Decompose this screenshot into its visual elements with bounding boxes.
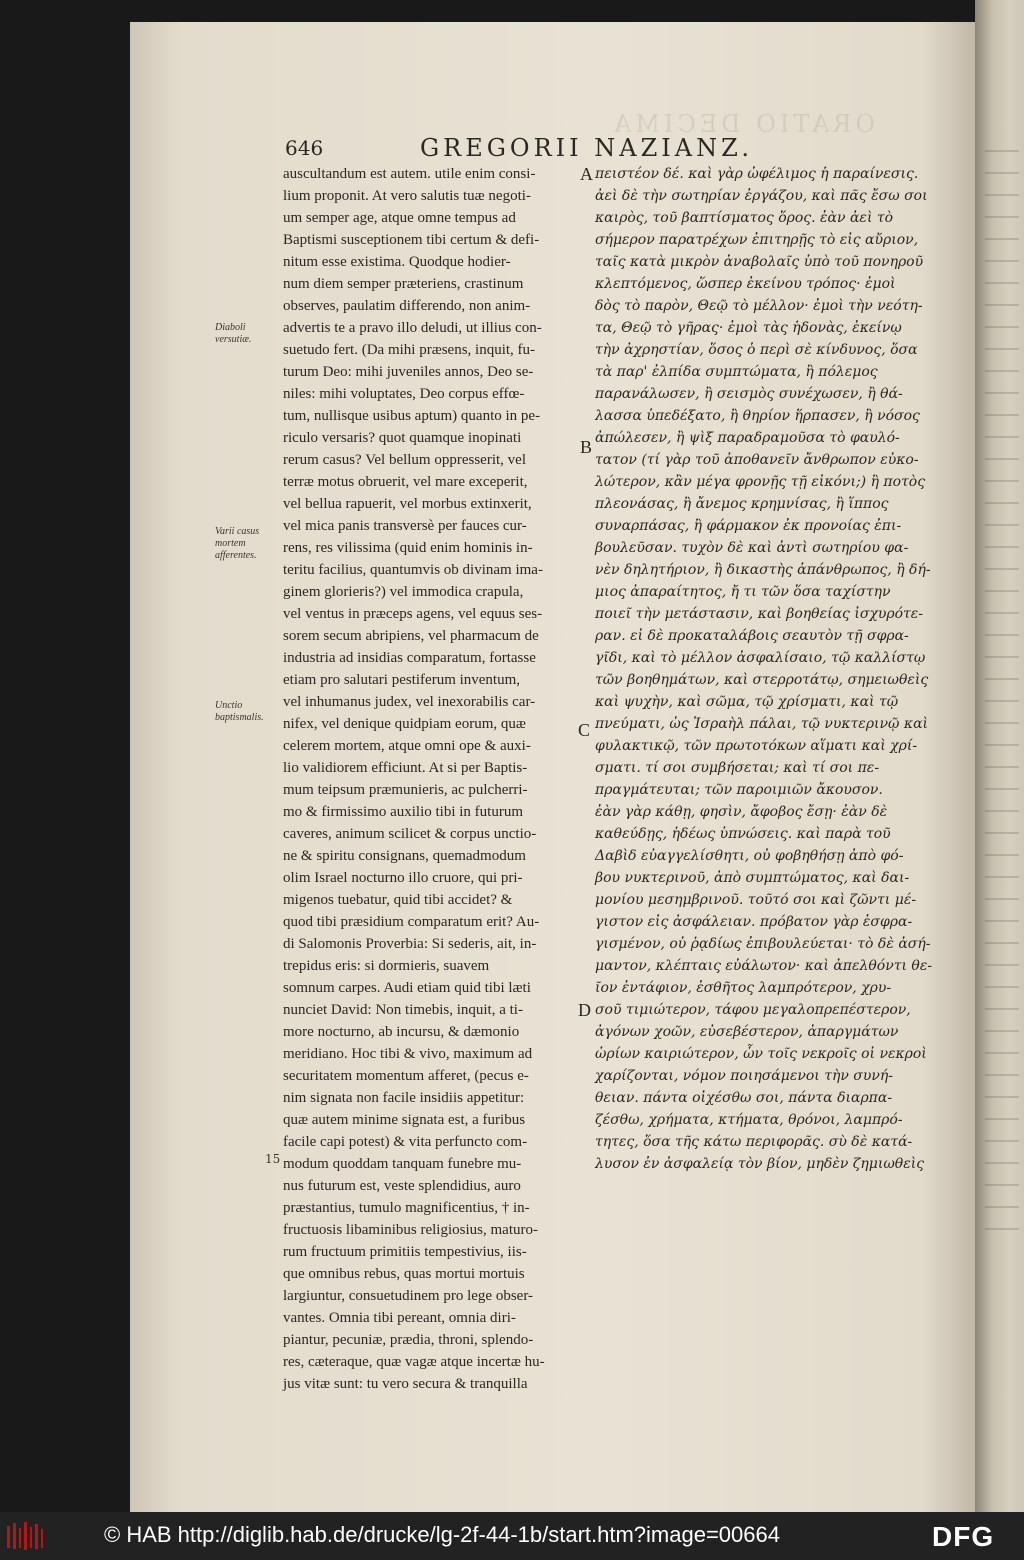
section-letter-b: B xyxy=(580,437,593,457)
latin-text-line: que omnibus rebus, quas mortui mortuis xyxy=(283,1266,525,1282)
greek-text-line: λασσα ὑπεδέξατο, ἢ θηρίον ἥρπασεν, ἢ νόσος xyxy=(595,408,920,424)
greek-text-line: λώτερον, κἂν μέγα φρονῇς τῇ εἰκόνι;) ἢ ποτὸς xyxy=(595,474,926,490)
greek-text-line: μαντον, κλέπταις εὐάλωτον· καὶ ἀπελθόντι θε- xyxy=(595,958,933,974)
greek-text-line: τητες, ὅσα τῆς κάτω περιφορᾶς. σὺ δὲ κατά- xyxy=(595,1134,913,1150)
greek-text-line: τὴν ἀχρηστίαν, ὅσος ὁ περὶ σὲ κίνδυνος, ὅσα xyxy=(595,342,918,358)
greek-text-line: δὸς τὸ παρὸν, Θεῷ τὸ μέλλον· ἐμοὶ τὴν νεότη- xyxy=(595,298,923,314)
latin-text-line: vantes. Omnia tibi pereant, omnia diri- xyxy=(283,1310,516,1326)
greek-text-line: κλεπτόμενος, ὥσπερ ἐκείνου τρόπος· ἐμοὶ xyxy=(595,276,896,292)
latin-text-line: ne & spiritu consignans, quemadmodum xyxy=(283,848,526,864)
latin-text-line: quod tibi præsidium comparatum erit? Au- xyxy=(283,914,540,930)
greek-text-line: πραγμάτευται; τῶν παροιμιῶν ἄκουσον. xyxy=(595,782,883,798)
latin-text-line: securitatem momentum afferet, (pecus e- xyxy=(283,1068,529,1084)
greek-text-line: τα, Θεῷ τὸ γῆρας· ἐμοὶ τὰς ἡδονὰς, ἐκείνῳ xyxy=(595,320,902,336)
latin-text-line: vel bellua rapuerit, vel morbus extinxerit, xyxy=(283,496,532,512)
page-number: 646 xyxy=(285,136,324,160)
latin-text-line: more nocturno, ab incursu, & dæmonio xyxy=(283,1024,520,1040)
greek-text-line: ταῖς κατὰ μικρὸν ἀναβολαῖς ὑπὸ τοῦ πονηροῦ xyxy=(595,254,924,270)
margin-note-varii-casus: Varii casus mortem afferentes. xyxy=(215,526,260,561)
latin-text-line: advertis te a pravo illo deludi, ut illius con- xyxy=(283,320,542,336)
section-letter-c: C xyxy=(578,720,591,740)
latin-text-line: fructuosis libaminibus religiosius, maturo- xyxy=(283,1222,538,1238)
greek-text-line: τῶν βοηθημάτων, καὶ στερροτάτῳ, σημειωθεὶς xyxy=(595,672,929,688)
latin-text-line: nitum esse existima. Quodque hodier- xyxy=(283,254,511,270)
latin-text-line: lium proponit. At vero salutis tuæ negoti- xyxy=(283,188,531,204)
latin-text-line: industria ad insidias comparatum, fortasse xyxy=(283,650,536,666)
greek-text-line: φυλακτικῷ, τῶν πρωτοτόκων αἵματι καὶ χρί- xyxy=(595,738,918,754)
latin-text-line: olim Israel nocturno illo cruore, qui pri- xyxy=(283,870,523,886)
latin-text-line: di Salomonis Proverbia: Si sederis, ait, in- xyxy=(283,936,537,952)
greek-text-line: πλεονάσας, ἢ ἄνεμος κρημνίσας, ἢ ἵππος xyxy=(595,496,889,512)
latin-text-line: observes, paulatim differendo, non anim- xyxy=(283,298,531,314)
margin-note-unctio: Unctio baptismalis. xyxy=(215,700,264,723)
latin-text-line: vel mica panis transversè per fauces cur- xyxy=(283,518,527,534)
greek-text-line: σοῦ τιμιώτερον, τάφου μεγαλοπρεπέστερον, xyxy=(595,1002,911,1018)
latin-text-line: tum, nullisque usibus aptum) quanto in pe- xyxy=(283,408,541,424)
latin-text-line: res, cæteraque, quæ vagæ atque incertæ hu- xyxy=(283,1354,545,1370)
section-letter-d: D xyxy=(578,1000,591,1020)
greek-text-line: σματι. τί σοι συμβήσεται; καὶ τί σοι πε- xyxy=(595,760,880,776)
latin-text-line: um semper age, atque omne tempus ad xyxy=(283,210,516,226)
dfg-logo: DFG xyxy=(932,1521,995,1552)
latin-text-line: lio validiorem efficiunt. At si per Baptis- xyxy=(283,760,528,776)
greek-text-line: ποιεῖ τὴν μετάστασιν, καὶ βοηθείας ἰσχυρότε- xyxy=(595,606,924,622)
latin-text-line: mo & firmissimo auxilio tibi in futurum xyxy=(283,804,523,820)
latin-text-line: turum Deo: mihi juveniles annos, Deo se- xyxy=(283,364,534,380)
greek-text-line: γῖδι, καὶ τὸ μέλλον ἀσφαλίσαιο, τῷ καλλίστῳ xyxy=(595,650,926,666)
greek-text-line: μονίου μεσημβρινοῦ. τοῦτό σοι καὶ ζῶντι μέ- xyxy=(595,892,917,908)
greek-text-line: βου νυκτερινοῦ, ἀπὸ συμπτώματος, καὶ δαι- xyxy=(595,870,910,886)
latin-text-line: trepidus eris: si dormieris, suavem xyxy=(283,958,490,974)
greek-text-line: καιρὸς, τοῦ βαπτίσματος ὅρος. ἐὰν ἀεὶ τὸ xyxy=(595,210,894,226)
latin-text-line: nunciet David: Non timebis, inquit, a ti- xyxy=(283,1002,523,1018)
greek-text-line: τὰ παρ' ἐλπίδα συμπτώματα, ἢ πόλεμος xyxy=(595,364,878,380)
greek-text-line: πειστέον δέ. καὶ γὰρ ὠφέλιμος ἡ παραίνεσις. xyxy=(595,166,919,182)
latin-column xyxy=(283,163,581,1395)
latin-text-line: Baptismi susceptionem tibi certum & defi- xyxy=(283,232,540,248)
greek-text-line: ζέσθω, χρήματα, κτήματα, θρόνοι, λαμπρό- xyxy=(595,1112,903,1128)
latin-text-line: vel inhumanus judex, vel inexorabilis car- xyxy=(283,694,536,710)
latin-text-line: niles: mihi voluptates, Deo corpus effœ- xyxy=(283,386,525,402)
next-page-bleed-text xyxy=(985,150,1019,1250)
greek-text-line: νὲν δηλητήριον, ἢ δικαστὴς ἀπάνθρωπος, ἢ δή- xyxy=(595,562,931,578)
greek-text-line: ῖον ἐντάφιον, ἐσθῆτος λαμπρότερον, χρυ- xyxy=(595,980,892,996)
section-letter-a: A xyxy=(580,164,593,184)
greek-text-line: καὶ ψυχὴν, καὶ σῶμα, τῷ χρίσματι, καὶ τῷ xyxy=(595,694,899,710)
latin-text-line: nifex, vel denique quidpiam eorum, quæ xyxy=(283,716,526,732)
latin-text-line: nus futurum est, veste splendidius, auro xyxy=(283,1178,521,1194)
greek-text-line: βουλεῦσαν. τυχὸν δὲ καὶ ἀντὶ σωτηρίου φα- xyxy=(595,540,909,556)
latin-text-line: etiam pro salutari pestiferum inventum, xyxy=(283,672,521,688)
latin-text-line: celerem mortem, atque omni ope & auxi- xyxy=(283,738,531,754)
latin-text-line: modum quoddam tanquam funebre mu- xyxy=(283,1156,522,1172)
latin-text-line: præstantius, tumulo magnificentius, † in- xyxy=(283,1200,530,1216)
latin-text-line: rens, res vilissima (quid enim hominis in- xyxy=(283,540,533,556)
hab-logo-icon xyxy=(6,1520,46,1552)
greek-text-line: πνεύματι, ὡς Ἰσραὴλ πάλαι, τῷ νυκτερινῷ καὶ xyxy=(595,716,929,732)
copyright-link[interactable]: © HAB http://diglib.hab.de/drucke/lg-2f-44-1b/start.htm?image=00664 xyxy=(104,1522,780,1547)
latin-text-line: caveres, animum scilicet & corpus unctio- xyxy=(283,826,537,842)
latin-text-line: ginem glorieris?) vel immodica crapula, xyxy=(283,584,524,600)
greek-text-line: μιος ἀπαραίτητος, ἤ τι τῶν ὅσα ταχίστην xyxy=(595,584,891,600)
margin-note-diaboli: Diaboli versutiæ. xyxy=(215,322,252,345)
latin-text-line: facile capi potest) & vita perfuncto com- xyxy=(283,1134,528,1150)
latin-text-line: suetudo fert. (Da mihi præsens, inquit, fu- xyxy=(283,342,536,358)
latin-text-line: jus vitæ sunt: tu vero secura & tranquilla xyxy=(283,1376,528,1392)
greek-text-line: γισμένον, οὐ ῥᾳδίως ἐπιβουλεύεται· τὸ δὲ ἀσή- xyxy=(595,936,931,952)
greek-text-line: τατον (τί γὰρ τοῦ ἀποθανεῖν ἄνθρωπον εὐκο- xyxy=(595,452,919,468)
greek-text-line: ραν. εἰ δὲ προκαταλάβοις σεαυτὸν τῇ σφρα- xyxy=(595,628,909,644)
line-number: 15 xyxy=(265,1152,281,1166)
greek-text-line: Δαβὶδ εὐαγγελίσθητι, οὐ φοβηθήσῃ ἀπὸ φό- xyxy=(595,848,904,864)
greek-text-line: γιστον εἰς ἀσφάλειαν. πρόβατον γὰρ ἐσφρα- xyxy=(595,914,913,930)
greek-text-line: καθεύδῃς, ἡδέως ὑπνώσεις. καὶ παρὰ τοῦ xyxy=(595,826,891,842)
show-through-text: ORATIO DECIMA xyxy=(610,110,876,138)
running-title: GREGORII NAZIANZ. xyxy=(420,134,753,162)
latin-text-line: migenos tuebatur, quid tibi accidet? & xyxy=(283,892,513,908)
latin-text-line: rum fructuum primitiis tempestivius, iis- xyxy=(283,1244,527,1260)
greek-text-line: παρανάλωσεν, ἢ σεισμὸς συνέχωσεν, ἢ θά- xyxy=(595,386,903,402)
latin-text-line: piantur, pecuniæ, prædia, throni, splendo- xyxy=(283,1332,534,1348)
latin-text-line: quæ autem minime signata est, a furibus xyxy=(283,1112,526,1128)
latin-text-line: somnum carpes. Audi etiam quid tibi læti xyxy=(283,980,531,996)
greek-text-line: ἐὰν γὰρ κάθῃ, φησὶν, ἄφοβος ἔσῃ· ἐὰν δὲ xyxy=(595,804,888,820)
latin-text-line: teritu facilius, quantumvis ob divinam ima- xyxy=(283,562,543,578)
latin-text-line: vel ventus in præceps agens, vel equus ses- xyxy=(283,606,543,622)
latin-text-line: mum teipsum præmunieris, ac pulcherri- xyxy=(283,782,528,798)
latin-text-line: nim signata non facile insidiis appetitur: xyxy=(283,1090,525,1106)
greek-text-line: ἀγόνων χοῶν, εὐσεβέστερον, ἀπαργμάτων xyxy=(595,1024,899,1040)
greek-text-line: ὡρίων καιριώτερον, ὧν τοῖς νεκροῖς οἱ νεκροὶ xyxy=(595,1046,927,1062)
greek-text-line: ἀπώλεσεν, ἢ ψὶξ παραδραμοῦσα τὸ φαυλό- xyxy=(595,430,900,446)
greek-text-line: ἀεὶ δὲ τὴν σωτηρίαν ἐργάζου, καὶ πᾶς ἔσω σοι xyxy=(595,188,928,204)
latin-text-line: meridiano. Hoc tibi & vivo, maximum ad xyxy=(283,1046,533,1062)
latin-text-line: auscultandum est autem. utile enim consi- xyxy=(283,166,536,182)
latin-text-line: num diem semper præteriens, crastinum xyxy=(283,276,524,292)
greek-text-line: θειαν. πάντα οἰχέσθω σοι, πάντα διαρπα- xyxy=(595,1090,893,1106)
latin-text-line: rerum casus? Vel bellum oppresserit, vel xyxy=(283,452,526,468)
greek-text-line: λυσον ἐν ἀσφαλείᾳ τὸν βίον, μηδὲν ζημιωθεὶς xyxy=(595,1156,925,1172)
latin-text-line: largiuntur, consuetudinem pro lege obser- xyxy=(283,1288,534,1304)
greek-column xyxy=(595,163,965,1175)
latin-text-line: riculo versaris? quot quamque inopinati xyxy=(283,430,522,446)
greek-text-line: σήμερον παρατρέχων ἐπιτηρῇς τὸ εἰς αὔριον, xyxy=(595,232,919,248)
latin-text-line: sorem secum abripiens, vel pharmacum de xyxy=(283,628,539,644)
greek-text-line: συναρπάσας, ἢ φάρμακον ἐκ προνοίας ἐπι- xyxy=(595,518,902,534)
latin-text-line: terræ motus obruerit, vel mare exceperit, xyxy=(283,474,528,490)
greek-text-line: χαρίζονται, νόμον ποιησάμενοι τὴν συνή- xyxy=(595,1068,893,1084)
